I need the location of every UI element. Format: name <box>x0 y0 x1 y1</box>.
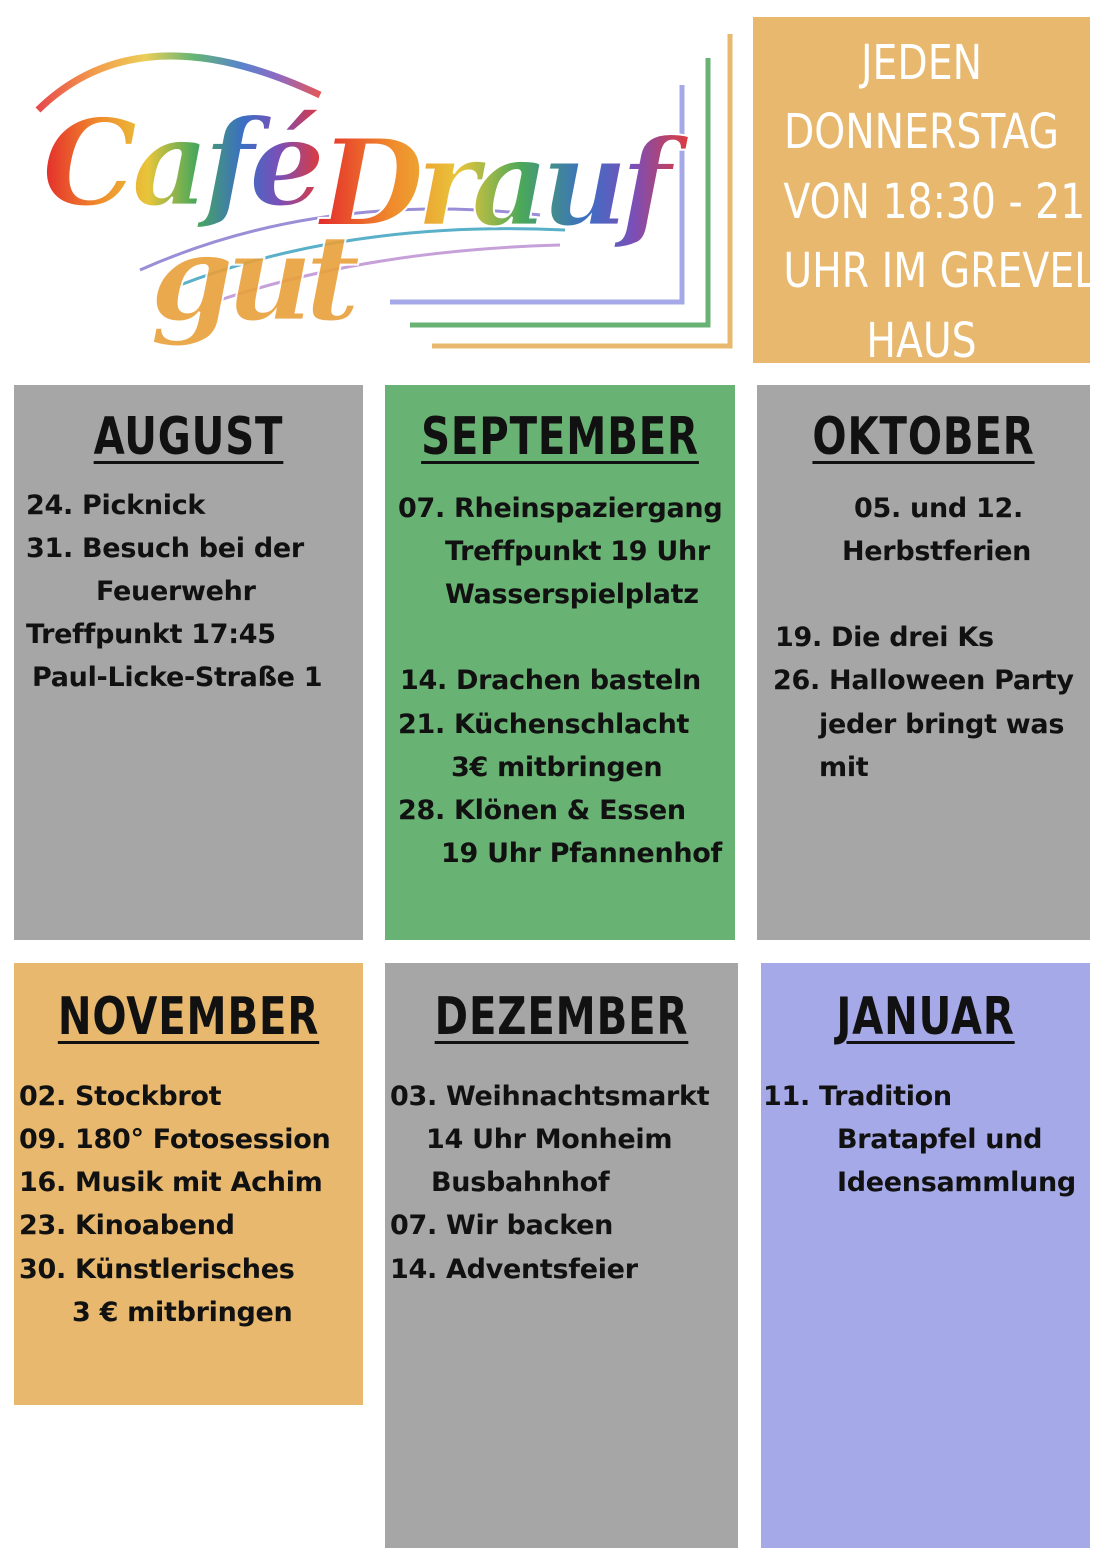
event-line: Feuerwehr <box>96 576 256 607</box>
event-line: 3 € mitbringen <box>72 1297 293 1328</box>
cafe-logo <box>20 20 740 360</box>
event-line: 09. 180° Fotosession <box>19 1124 331 1155</box>
event-line: 31. Besuch bei der <box>26 533 304 564</box>
event-line: 23. Kinoabend <box>19 1210 235 1241</box>
month-box-august <box>14 385 363 940</box>
month-title: SEPTEMBER <box>421 407 699 467</box>
month-box-november <box>14 963 363 1405</box>
info-line: VON 18:30 - 21 <box>783 174 1086 230</box>
event-line: 19 Uhr Pfannenhof <box>441 838 722 869</box>
event-line: 07. Rheinspaziergang <box>398 493 723 524</box>
event-line: 05. und 12. <box>854 493 1023 524</box>
info-line: UHR IM GREVEL <box>783 243 1097 299</box>
info-line: JEDEN <box>860 35 983 91</box>
event-line: Busbahnhof <box>431 1167 610 1198</box>
event-line: Wasserspielplatz <box>445 579 699 610</box>
month-box-oktober <box>757 385 1090 940</box>
month-box-januar <box>761 963 1090 1548</box>
event-line: jeder bringt was <box>819 709 1065 740</box>
event-line: Bratapfel und <box>837 1124 1043 1155</box>
logo-lettering-drauf: Drauf <box>320 113 664 254</box>
info-line: DONNERSTAG <box>783 104 1060 160</box>
info-line: HAUS <box>866 313 977 369</box>
event-line: Treffpunkt 17:45 <box>26 619 276 650</box>
month-box-september <box>385 385 735 940</box>
logo-graphic <box>20 20 740 360</box>
info-box <box>753 17 1097 369</box>
month-title: JANUAR <box>836 987 1015 1047</box>
month-title: OKTOBER <box>812 407 1035 467</box>
event-line: mit <box>819 752 869 783</box>
event-line: 16. Musik mit Achim <box>19 1167 323 1198</box>
month-title: DEZEMBER <box>434 987 689 1047</box>
event-line: Paul-Licke-Straße 1 <box>32 662 323 693</box>
event-line: 24. Picknick <box>26 490 206 521</box>
event-line: Ideensammlung <box>837 1167 1076 1198</box>
event-line: 14. Drachen basteln <box>400 665 701 696</box>
logo-lettering-cafe: Café <box>42 93 320 234</box>
event-line: 30. Künstlerisches <box>19 1254 295 1285</box>
event-line: 28. Klönen & Essen <box>398 795 686 826</box>
event-line: 07. Wir backen <box>390 1210 614 1241</box>
event-line: 11. Tradition <box>763 1081 952 1112</box>
logo-lettering-gut: gut <box>150 208 353 349</box>
event-line: 03. Weihnachtsmarkt <box>390 1081 710 1112</box>
event-line: 26. Halloween Party <box>773 665 1074 696</box>
month-box-dezember <box>385 963 738 1548</box>
event-line: 3€ mitbringen <box>451 752 663 783</box>
event-line: 02. Stockbrot <box>19 1081 222 1112</box>
month-title: AUGUST <box>93 407 284 467</box>
event-line: Treffpunkt 19 Uhr <box>445 536 710 567</box>
month-title: NOVEMBER <box>57 987 320 1047</box>
event-line: 21. Küchenschlacht <box>398 709 690 740</box>
event-line: 14. Adventsfeier <box>390 1254 638 1285</box>
event-line: 14 Uhr Monheim <box>426 1124 673 1155</box>
event-line: Herbstferien <box>842 536 1032 567</box>
event-line: 19. Die drei Ks <box>775 622 994 653</box>
